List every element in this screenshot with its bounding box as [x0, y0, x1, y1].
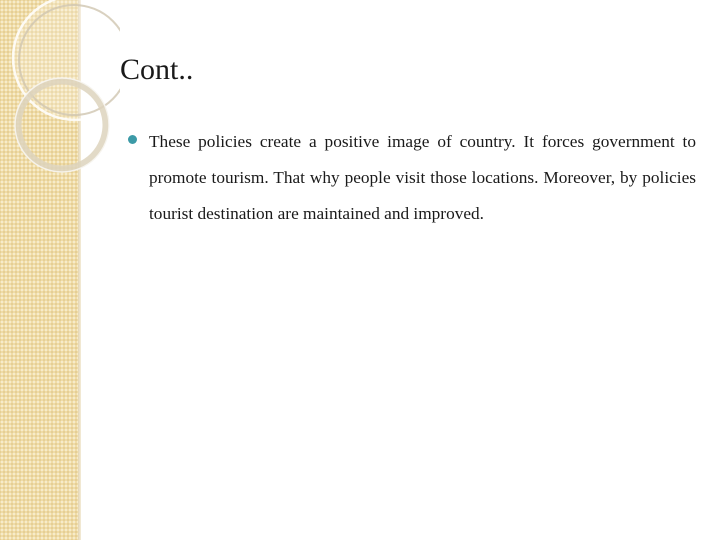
list-item [128, 124, 696, 232]
bullet-list [128, 124, 696, 232]
page-title: Cont.. [120, 53, 194, 86]
round-bullet-icon [128, 135, 137, 144]
bullet-text: These policies create a positive image of country. It forces government to promote tourism. That why people visit those locations. Moreover, by policies tourist destination are maintained and improved. [149, 132, 696, 223]
decorative-circles-icon [0, 0, 120, 200]
